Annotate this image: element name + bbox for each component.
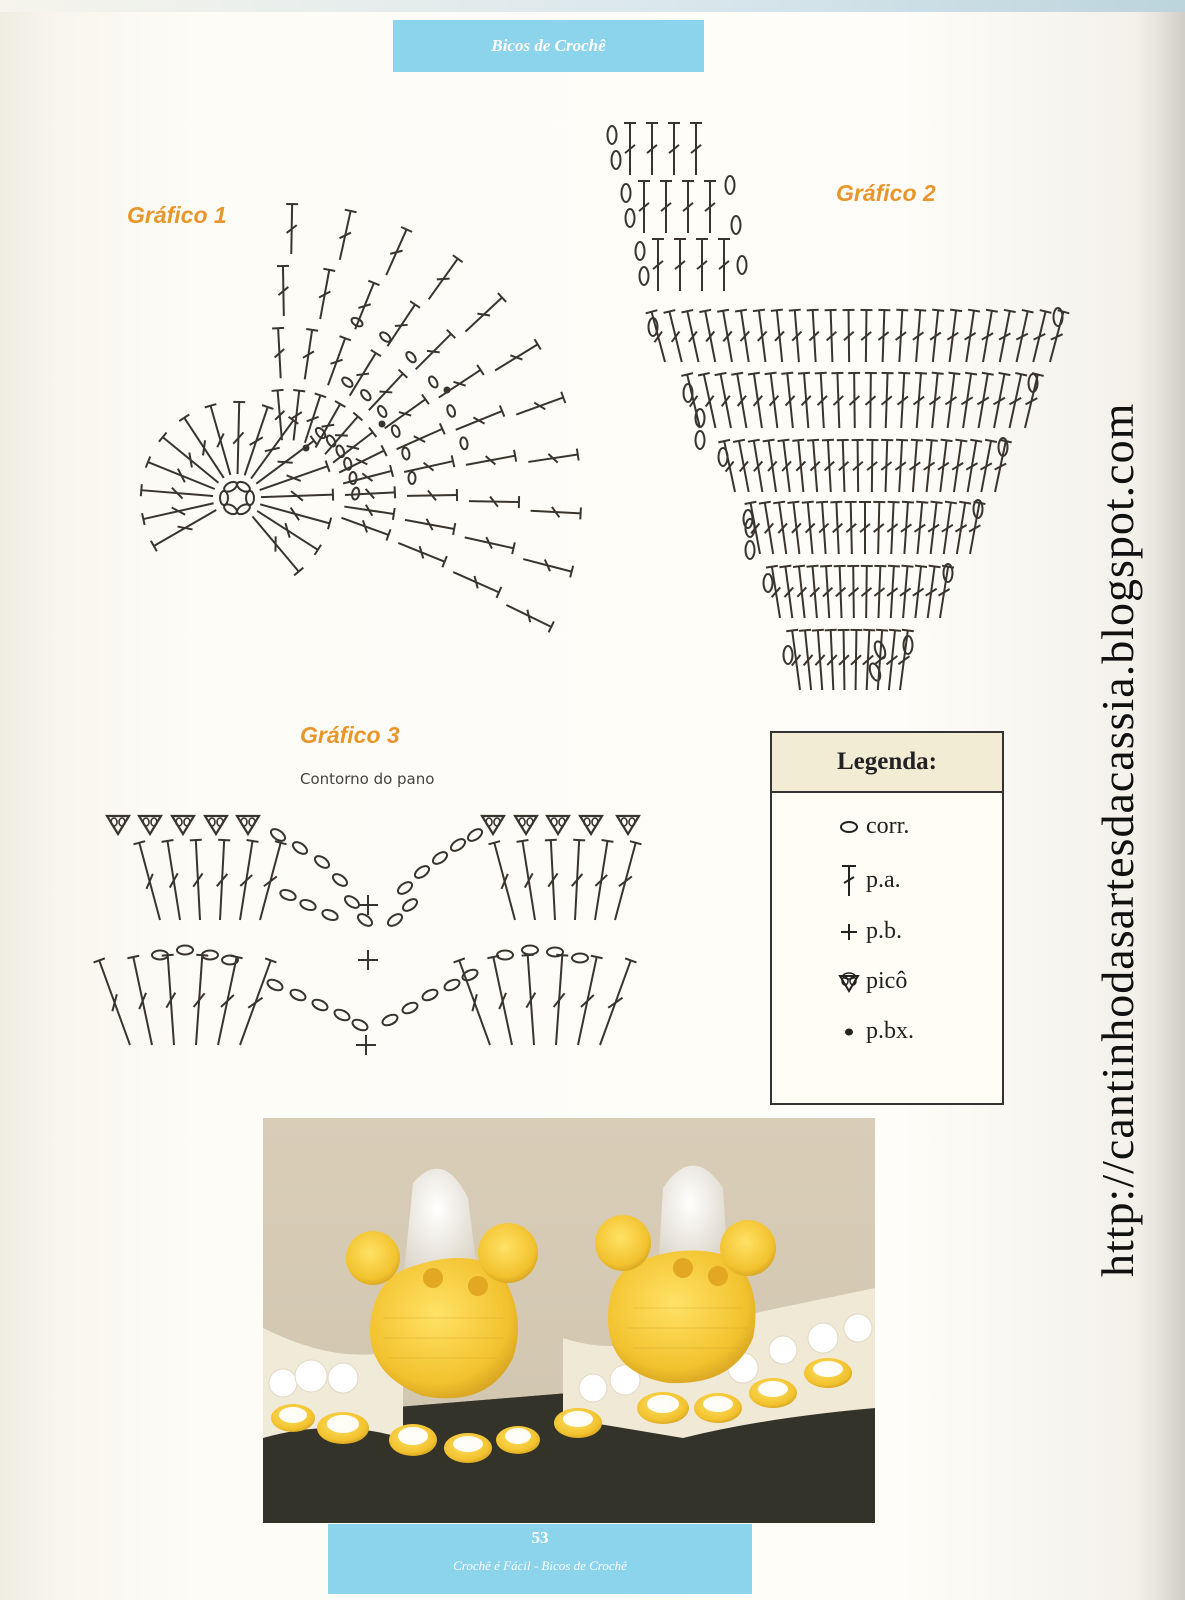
chain-stitch	[386, 912, 404, 929]
picot-stitch	[139, 816, 161, 834]
chain-stitch	[466, 827, 484, 844]
chain-stitch	[547, 948, 563, 957]
chain-stitch	[299, 898, 317, 912]
chain-stitch	[291, 840, 309, 857]
picot-stitch	[107, 816, 129, 834]
chain-stitch	[421, 988, 439, 1003]
chain-stitch	[321, 908, 339, 922]
chain-stitch	[269, 827, 287, 844]
crochet-edging-photo	[263, 1118, 875, 1523]
chain-stitch	[401, 1001, 419, 1016]
double-crochet-stitch	[517, 840, 541, 921]
picot-stitch	[617, 816, 639, 834]
legend-item-pico	[832, 968, 907, 995]
page-number: 53	[531, 1528, 549, 1547]
chain-stitch	[381, 1013, 399, 1028]
single-crochet-stitch	[358, 895, 378, 915]
legend-item-label: p.a.	[866, 866, 901, 893]
picot-stitch	[237, 816, 259, 834]
legend-title: Legenda:	[837, 748, 937, 775]
watermark-url: http://cantinhodasartesdacassia.blogspot.com	[1092, 402, 1143, 1277]
chain-stitch	[331, 872, 349, 889]
double-crochet-stitch	[609, 841, 641, 921]
chain-stitch	[443, 978, 461, 993]
double-crochet-stitch	[589, 840, 613, 921]
chart-2-title: Gráfico 2	[836, 180, 936, 206]
double-crochet-stitch	[569, 840, 585, 921]
double-crochet-stitch	[234, 958, 276, 1047]
legend-item-corr	[832, 813, 909, 840]
chain-stitch	[289, 988, 307, 1003]
legend-item-label: picô	[866, 968, 908, 994]
footer-text: Crochê é Fácil - Bicos de Crochê	[453, 1558, 627, 1573]
single-crochet-cross-icon	[832, 921, 866, 943]
legend-item-pb	[832, 918, 902, 945]
double-crochet-stitch	[254, 841, 286, 921]
double-crochet-stitch	[94, 958, 136, 1047]
legend-item-label: corr.	[866, 813, 910, 839]
picot-stitch	[172, 816, 194, 834]
picot-icon	[832, 970, 866, 994]
picot-stitch	[547, 816, 569, 834]
single-crochet-stitch	[358, 950, 378, 970]
double-crochet-stitch	[190, 955, 208, 1046]
chart-3-title: Gráfico 3	[300, 722, 400, 748]
legend-item-label: p.b.	[866, 918, 902, 944]
chain-stitch	[413, 864, 431, 881]
double-crochet-stitch	[212, 956, 242, 1047]
chain-stitch	[449, 837, 467, 854]
double-crochet-stitch	[487, 956, 517, 1047]
slip-stitch-dot-icon	[832, 1022, 866, 1042]
double-crochet-stitch	[127, 956, 157, 1047]
chain-stitch	[343, 894, 361, 911]
chart-1-title: Gráfico 1	[127, 202, 227, 228]
double-crochet-stitch	[162, 955, 180, 1046]
chain-stitch	[313, 854, 331, 871]
double-crochet-stitch	[190, 840, 206, 921]
chain-stitch	[522, 946, 538, 955]
double-crochet-stitch	[214, 840, 230, 921]
double-crochet-stitch	[162, 840, 186, 921]
legend-item-label: p.bx.	[866, 1018, 914, 1044]
chain-stitch	[401, 897, 419, 914]
chart-3-note: Contorno do pano	[300, 770, 435, 788]
chain-oval-icon	[832, 819, 866, 835]
chain-stitch	[351, 1018, 369, 1033]
double-crochet-stitch	[572, 956, 602, 1047]
double-crochet-stitch	[522, 955, 540, 1046]
chain-stitch	[311, 998, 329, 1013]
section-header-title: Bicos de Crochê	[491, 36, 606, 55]
picot-stitch	[482, 816, 504, 834]
double-crochet-stitch	[550, 955, 568, 1046]
double-crochet-stitch	[545, 840, 561, 921]
double-crochet-icon	[832, 863, 866, 897]
legend-item-pbx	[832, 1018, 914, 1045]
picot-stitch	[205, 816, 227, 834]
chain-stitch	[396, 880, 414, 897]
chain-stitch	[279, 888, 297, 902]
double-crochet-stitch	[454, 958, 496, 1047]
double-crochet-stitch	[234, 840, 258, 921]
legend-header	[772, 733, 1002, 793]
picot-stitch	[580, 816, 602, 834]
chain-stitch	[572, 954, 588, 963]
chain-stitch	[266, 978, 284, 993]
legend-box	[770, 731, 1004, 1105]
double-crochet-stitch	[594, 958, 636, 1047]
single-crochet-stitch	[356, 1035, 376, 1055]
footer-bar	[328, 1524, 752, 1594]
chain-stitch	[356, 912, 374, 929]
double-crochet-stitch	[133, 841, 165, 921]
chain-stitch	[431, 850, 449, 867]
legend-item-pa	[832, 863, 901, 897]
chain-stitch	[497, 951, 513, 960]
chain-stitch	[333, 1008, 351, 1023]
double-crochet-stitch	[488, 841, 520, 921]
picot-stitch	[515, 816, 537, 834]
chain-stitch	[177, 946, 193, 955]
